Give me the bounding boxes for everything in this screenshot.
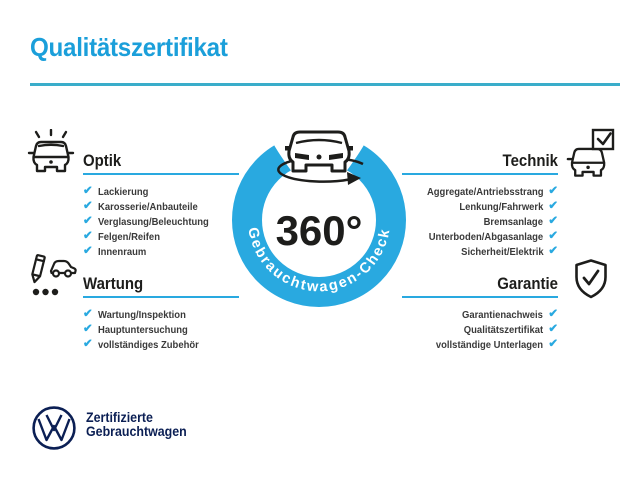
list-item: vollständige Unterlagen ✔: [436, 337, 558, 351]
section-title-optik: Optik: [83, 151, 122, 170]
check-icon: ✔: [83, 322, 93, 335]
car-front-shine-icon: [27, 129, 75, 176]
list-item: Lenkung/Fahrwerk ✔: [459, 199, 558, 213]
shine-ray: [36, 132, 39, 137]
list-item: ✔ Verglasung/Beleuchtung: [83, 214, 209, 228]
list-item: Aggregate/Antriebsstrang ✔: [426, 184, 558, 198]
check-icon: ✔: [548, 184, 558, 197]
section-optik: [83, 152, 239, 259]
list-item: ✔ Wartung/Inspektion: [83, 307, 186, 321]
footer-claim: [86, 411, 187, 439]
car-checkbox-icon: [564, 128, 616, 178]
garantie-item-list: [402, 307, 558, 352]
check-icon: ✔: [548, 199, 558, 212]
section-title-garantie: Garantie: [497, 274, 558, 293]
footer-line2: Gebrauchtwagen: [86, 424, 187, 439]
check-icon: ✔: [83, 244, 93, 257]
section-garantie: [402, 275, 558, 352]
vw-logo: [31, 405, 77, 451]
check-icon: ✔: [83, 307, 93, 320]
section-wartung: [83, 275, 239, 352]
check-icon: ✔: [548, 337, 558, 350]
list-item: ✔ Hauptuntersuchung: [83, 322, 188, 336]
page-title: Qualitätszertifikat: [30, 32, 228, 62]
section-title-technik: Technik: [502, 151, 558, 170]
list-item: Qualitätszertifikat ✔: [464, 322, 558, 336]
optik-item-list: [83, 184, 239, 259]
check-icon: ✔: [548, 322, 558, 335]
check-icon: ✔: [83, 337, 93, 350]
list-item: Unterboden/Abgasanlage ✔: [428, 229, 558, 243]
360-check-badge: [229, 113, 409, 313]
shine-ray: [63, 132, 66, 137]
technik-item-list: [402, 184, 558, 259]
check-icon: ✔: [548, 229, 558, 242]
list-item: Sicherheit/Elektrik ✔: [460, 244, 558, 258]
section-title-wartung: Wartung: [83, 274, 144, 293]
header-rule: [30, 83, 620, 86]
check-icon: ✔: [548, 214, 558, 227]
check-icon: ✔: [548, 244, 558, 257]
car-side: [51, 261, 76, 277]
check-icon: ✔: [83, 199, 93, 212]
section-underline: [83, 173, 239, 175]
check-icon: ✔: [548, 307, 558, 320]
list-item: ✔ Karosserie/Anbauteile: [83, 199, 198, 213]
wartung-item-list: [83, 307, 239, 352]
section-technik: [402, 152, 558, 259]
list-item: ✔ Innenraum: [83, 244, 146, 258]
section-underline: [402, 173, 558, 175]
ring-label: Gebrauchtwagen-Check: [244, 226, 394, 296]
checklist-pencil-car-icon: [24, 254, 78, 302]
check-icon: ✔: [83, 184, 93, 197]
list-item: ✔ Felgen/Reifen: [83, 229, 160, 243]
car-rotation-icon: [285, 132, 353, 171]
check-icon: ✔: [83, 229, 93, 242]
checklist-dots: [33, 289, 58, 295]
shield-check-icon: [572, 258, 610, 300]
degree-label: 360°: [275, 207, 363, 254]
list-item: ✔ vollständiges Zubehör: [83, 337, 199, 351]
list-item: Bremsanlage ✔: [484, 214, 558, 228]
list-item: Garantienachweis ✔: [462, 307, 558, 321]
check-icon: ✔: [83, 214, 93, 227]
section-underline: [83, 296, 239, 298]
list-item: ✔ Lackierung: [83, 184, 149, 198]
footer-line1: Zertifizierte: [86, 410, 153, 425]
pencil: [31, 255, 45, 283]
section-underline: [402, 296, 558, 298]
